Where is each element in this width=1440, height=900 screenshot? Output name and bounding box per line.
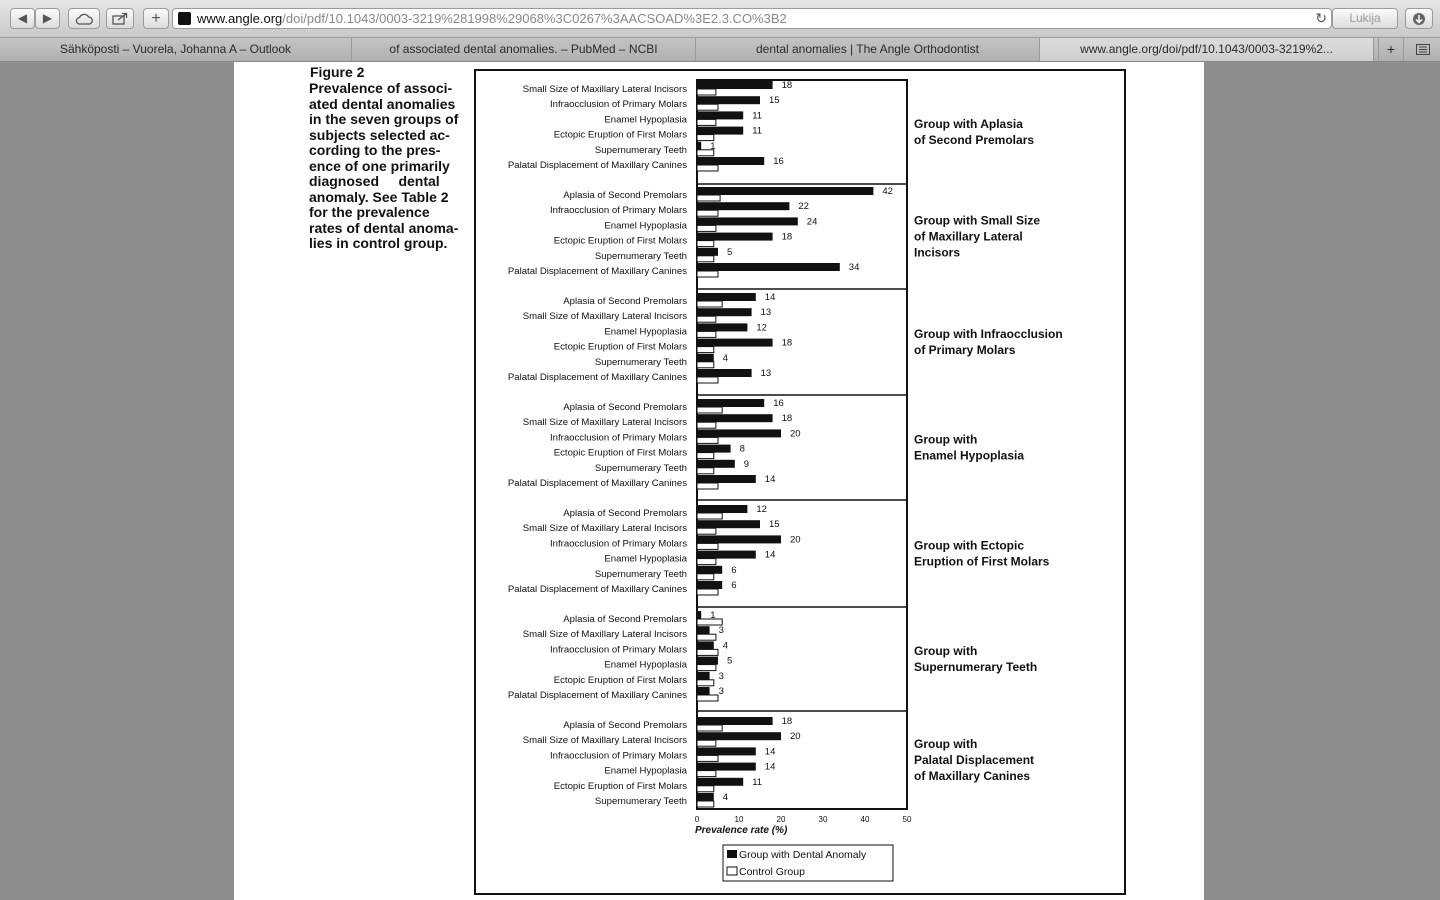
caption-line: rates of dental anoma- [309, 219, 459, 236]
data-label: 15 [769, 519, 780, 531]
data-label: 5 [727, 655, 733, 667]
category-label: Enamel Hypoplasia [604, 326, 687, 338]
category-label: Enamel Hypoplasia [604, 659, 687, 671]
control-bar [697, 407, 722, 413]
tab-label: of associated dental anomalies. – PubMed – NCBI [389, 42, 658, 56]
data-label: 16 [773, 398, 784, 409]
control-bar [697, 135, 714, 141]
anomaly-bar [697, 641, 714, 649]
anomaly-bar [697, 778, 743, 786]
data-label: 18 [781, 716, 793, 727]
group-title: Supernumerary Teeth [914, 660, 1038, 674]
category-label: Ectopic Eruption of First Molars [553, 674, 687, 686]
data-label: 3 [718, 670, 724, 682]
control-bar [697, 665, 716, 671]
control-bar [697, 225, 716, 231]
category-label: Infraocclusion of Primary Molars [549, 432, 687, 444]
data-label: 14 [764, 549, 776, 561]
group-title: Group with Small Size [914, 213, 1041, 228]
category-label: Small Size of Maxillary Lateral Incisors [522, 417, 687, 429]
anomaly-bar [697, 323, 747, 331]
category-label: Aplasia of Second Premolars [563, 190, 687, 201]
category-label: Aplasia of Second Premolars [563, 720, 687, 731]
data-label: 14 [764, 761, 776, 773]
group-title: Group with Ectopic [914, 538, 1024, 553]
category-label: Ectopic Eruption of First Molars [553, 341, 687, 353]
data-label: 3 [718, 686, 724, 697]
group-title: of Primary Molars [914, 343, 1016, 357]
category-label: Infraocclusion of Primary Molars [549, 99, 687, 111]
x-tick-label: 0 [694, 815, 700, 824]
data-label: 18 [781, 413, 793, 425]
control-bar [697, 528, 716, 534]
data-label: 9 [743, 458, 750, 470]
data-label: 3 [718, 625, 724, 637]
anomaly-bar [697, 111, 743, 119]
category-label: Aplasia of Second Premolars [563, 508, 687, 519]
url-path: /doi/pdf/10.1043/0003-3219%281998%29068%3C0267%3AACSOAD%3E2.3.CO%3B2 [282, 11, 787, 26]
data-label: 4 [722, 792, 729, 803]
anomaly-bar [697, 96, 760, 104]
data-label: 11 [752, 776, 763, 788]
anomaly-bar [697, 687, 710, 695]
category-label: Enamel Hypoplasia [604, 765, 687, 777]
data-label: 22 [798, 201, 809, 213]
control-bar [697, 680, 714, 686]
category-label: Ectopic Eruption of First Molars [553, 129, 687, 141]
tab-label: www.angle.org/doi/pdf/10.1043/0003-3219%2... [1080, 42, 1333, 56]
control-bar [697, 725, 722, 731]
group-title: Group with [914, 737, 978, 751]
x-tick-label: 10 [734, 815, 744, 824]
control-bar [697, 695, 718, 701]
anomaly-bar [697, 763, 756, 771]
data-label: 1 [710, 140, 716, 152]
anomaly-bar [697, 520, 760, 528]
category-label: Small Size of Maxillary Lateral Incisors [522, 311, 687, 323]
anomaly-bar [697, 505, 747, 513]
anomaly-bar [697, 142, 701, 150]
caption-line: cording to the pres- [309, 142, 441, 158]
anomaly-bar [697, 672, 710, 680]
control-bar [697, 316, 716, 322]
group-title: Group with Aplasia [914, 117, 1023, 131]
category-label: Small Size of Maxillary Lateral Incisors [522, 735, 687, 747]
control-bar [697, 89, 716, 95]
data-label: 42 [882, 186, 893, 197]
x-axis-label: Prevalence rate (%) [695, 825, 788, 836]
data-label: 4 [722, 640, 729, 652]
caption-line: lies in control group. [309, 235, 448, 251]
control-bar [697, 634, 716, 640]
anomaly-bar [697, 732, 781, 740]
control-bar [697, 740, 716, 746]
category-label: Small Size of Maxillary Lateral Incisors [522, 84, 687, 95]
group-title: Group with Infraocclusion [914, 327, 1063, 341]
category-label: Ectopic Eruption of First Molars [553, 447, 687, 459]
category-label: Supernumerary Teeth [594, 462, 687, 474]
group-title: of Maxillary Canines [914, 769, 1031, 783]
data-label: 16 [773, 156, 784, 167]
anomaly-bar [697, 475, 756, 483]
anomaly-bar [697, 293, 756, 301]
anomaly-bar [697, 263, 840, 271]
category-label: Infraocclusion of Primary Molars [549, 644, 687, 656]
category-label: Palatal Displacement of Maxillary Canines [507, 160, 687, 171]
anomaly-bar [697, 308, 752, 316]
control-bar [697, 574, 714, 580]
control-bar [697, 513, 722, 519]
figure-label: Figure 2 [310, 64, 365, 80]
category-label: Infraocclusion of Primary Molars [549, 750, 687, 762]
group-title: of Second Premolars [914, 133, 1035, 147]
anomaly-bar [697, 202, 789, 210]
control-bar [697, 453, 714, 459]
x-tick-label: 50 [902, 815, 912, 824]
data-label: 11 [752, 125, 763, 137]
anomaly-bar [697, 217, 798, 225]
caption-line: diagnosed dental [309, 173, 440, 189]
control-bar [697, 331, 716, 337]
data-label: 20 [790, 731, 801, 743]
anomaly-bar [697, 535, 781, 543]
category-label: Supernumerary Teeth [594, 144, 687, 156]
data-label: 18 [781, 337, 793, 349]
category-label: Infraocclusion of Primary Molars [549, 205, 687, 217]
control-bar [697, 649, 718, 655]
control-bar [697, 119, 716, 125]
control-bar [697, 755, 718, 761]
category-label: Palatal Displacement of Maxillary Canines [507, 478, 687, 489]
anomaly-bar [697, 248, 718, 256]
category-label: Supernumerary Teeth [594, 796, 687, 807]
control-bar [697, 377, 718, 383]
caption-line: anomaly. See Table 2 [309, 188, 449, 205]
group-title: Palatal Displacement [914, 753, 1035, 767]
caption-line: Prevalence of associ- [309, 80, 453, 96]
data-label: 20 [790, 534, 801, 546]
control-bar [697, 771, 716, 777]
x-tick-label: 40 [860, 815, 870, 824]
data-label: 14 [764, 292, 776, 303]
control-bar [697, 589, 718, 595]
data-label: 5 [727, 246, 733, 258]
data-label: 6 [731, 564, 737, 576]
category-label: Palatal Displacement of Maxillary Canines [507, 584, 687, 595]
control-bar [697, 104, 718, 110]
tab-label: Sähköposti – Vuorela, Johanna A – Outlook [59, 42, 292, 56]
caption-line: ence of one primarily [309, 157, 450, 174]
data-label: 12 [756, 504, 767, 515]
data-label: 18 [781, 231, 793, 243]
control-bar [697, 347, 714, 353]
data-label: 4 [722, 352, 729, 364]
control-bar [697, 422, 716, 428]
data-label: 34 [848, 262, 860, 273]
category-label: Small Size of Maxillary Lateral Incisors [522, 629, 687, 641]
anomaly-bar [697, 157, 764, 165]
anomaly-bar [697, 187, 873, 195]
anomaly-bar [697, 611, 701, 619]
anomaly-bar [697, 717, 773, 725]
data-label: 1 [710, 610, 716, 621]
category-label: Supernumerary Teeth [594, 250, 687, 262]
anomaly-bar [697, 81, 773, 89]
data-label: 11 [752, 110, 763, 122]
group-title: Enamel Hypoplasia [914, 448, 1025, 463]
category-label: Aplasia of Second Premolars [563, 402, 687, 413]
control-bar [697, 786, 714, 792]
anomaly-bar [697, 445, 731, 453]
data-label: 14 [764, 746, 776, 758]
category-label: Aplasia of Second Premolars [563, 614, 687, 625]
category-label: Supernumerary Teeth [594, 568, 687, 580]
category-label: Supernumerary Teeth [594, 356, 687, 368]
anomaly-bar [697, 369, 752, 377]
anomaly-bar [697, 233, 773, 241]
caption-line: for the prevalence [309, 204, 430, 220]
data-label: 8 [739, 443, 745, 455]
back-arrow-icon: ◀ [17, 11, 28, 25]
anomaly-bar [697, 566, 722, 574]
category-label: Enamel Hypoplasia [604, 553, 687, 565]
caption-line: ated dental anomalies [309, 95, 456, 112]
category-label: Infraocclusion of Primary Molars [549, 538, 687, 550]
anomaly-bar [697, 747, 756, 755]
anomaly-bar [697, 793, 714, 801]
legend-label: Control Group [739, 866, 805, 878]
category-label: Palatal Displacement of Maxillary Canines [507, 372, 687, 383]
plus-icon: + [151, 10, 161, 27]
category-label: Enamel Hypoplasia [604, 114, 687, 126]
control-bar [697, 801, 714, 807]
control-bar [697, 271, 718, 277]
data-label: 24 [806, 216, 818, 228]
data-label: 15 [769, 95, 780, 107]
control-bar [697, 437, 718, 443]
category-label: Aplasia of Second Premolars [563, 296, 687, 307]
category-label: Enamel Hypoplasia [604, 220, 687, 232]
category-label: Small Size of Maxillary Lateral Incisors [522, 523, 687, 535]
data-label: 13 [760, 368, 772, 379]
anomaly-bar [697, 626, 710, 634]
control-bar [697, 301, 722, 307]
legend-swatch-control [727, 867, 737, 875]
category-label: Ectopic Eruption of First Molars [553, 235, 687, 247]
group-title: Group with [914, 644, 978, 658]
x-tick-label: 30 [818, 815, 828, 824]
anomaly-bar [697, 414, 773, 422]
group-title: Eruption of First Molars [914, 554, 1050, 569]
group-title: of Maxillary Lateral [914, 229, 1023, 244]
category-label: Ectopic Eruption of First Molars [553, 780, 687, 792]
anomaly-bar [697, 339, 773, 347]
control-bar [697, 483, 718, 489]
anomaly-bar [697, 354, 714, 362]
control-bar [697, 165, 718, 171]
data-label: 12 [756, 322, 767, 334]
reader-button[interactable]: Lukija [1332, 8, 1398, 29]
data-label: 18 [781, 80, 793, 91]
x-tick-label: 20 [776, 815, 786, 824]
anomaly-bar [697, 127, 743, 135]
forward-arrow-icon: ▶ [42, 11, 53, 25]
control-bar [697, 195, 720, 201]
control-bar [697, 543, 718, 549]
data-label: 20 [790, 428, 801, 440]
category-label: Palatal Displacement of Maxillary Canines [507, 690, 687, 701]
group-title: Group with [914, 432, 978, 447]
caption-line: in the seven groups of [309, 111, 459, 127]
legend-label: Group with Dental Anomaly [739, 849, 867, 861]
control-bar [697, 241, 714, 247]
category-label: Palatal Displacement of Maxillary Canines [507, 266, 687, 277]
plus-icon: + [1386, 41, 1396, 57]
control-bar [697, 468, 714, 474]
data-label: 13 [760, 307, 772, 319]
anomaly-bar [697, 551, 756, 559]
url-host: www.angle.org [197, 11, 283, 26]
control-bar [697, 210, 718, 216]
anomaly-bar [697, 657, 718, 665]
tab-label: dental anomalies | The Angle Orthodontist [755, 42, 980, 56]
anomaly-bar [697, 399, 764, 407]
legend-swatch-anomaly [727, 850, 737, 858]
control-bar [697, 559, 716, 565]
control-bar [697, 362, 714, 368]
group-title: Incisors [914, 245, 961, 260]
anomaly-bar [697, 460, 735, 468]
anomaly-bar [697, 429, 781, 437]
data-label: 6 [731, 580, 737, 591]
control-bar [697, 256, 714, 262]
reload-icon[interactable]: ↻ [1315, 10, 1327, 26]
anomaly-bar [697, 581, 722, 589]
caption-line: subjects selected ac- [309, 126, 450, 143]
data-label: 14 [764, 474, 776, 485]
